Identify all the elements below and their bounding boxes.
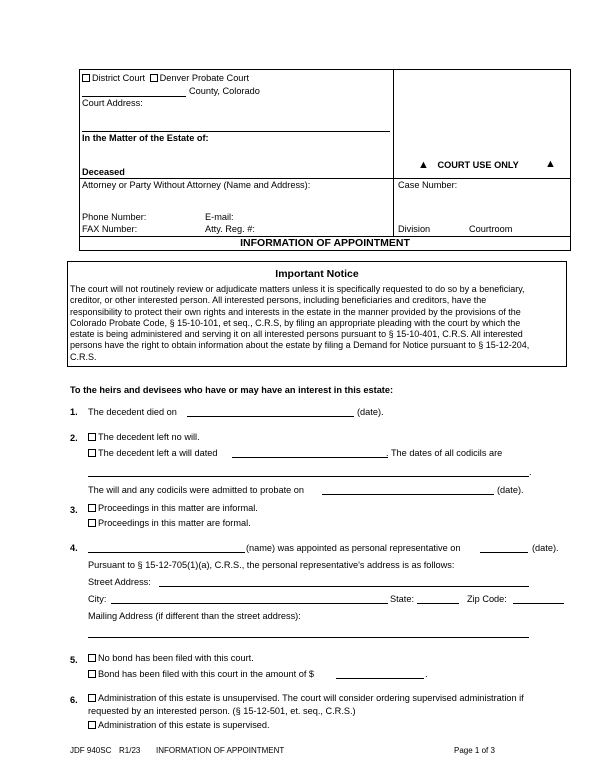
phone-label: Phone Number: (82, 212, 147, 222)
footer-title: INFORMATION OF APPOINTMENT (156, 746, 285, 755)
notice-body (70, 284, 565, 363)
item-5-number: 5. (70, 655, 78, 665)
no-bond-row (88, 653, 254, 663)
state-label: State: (390, 594, 415, 604)
triangle-up-icon: ▲ (418, 159, 429, 171)
courtroom-label: Courtroom (469, 224, 513, 234)
court-address-line[interactable] (82, 131, 390, 132)
codicils-label: . The dates of all codicils are (386, 448, 503, 458)
admitted-label: The will and any codicils were admitted to probate on (88, 485, 305, 495)
court-type-row (82, 73, 249, 83)
pursuant-label: Pursuant to § 15-12-705(1)(a), C.R.S., the personal representative's address is as follows: (88, 560, 455, 570)
will-dated-label: The decedent left a will dated (98, 448, 218, 458)
unsupervised-label-continued: requested by an interested person. (§ 15-12-501, et. seq., C.R.S.) (88, 706, 356, 716)
footer-revision: R1/23 (119, 746, 141, 755)
notice-line: C.R.S. (70, 351, 97, 362)
death-date-field[interactable] (187, 416, 354, 417)
estate-of-label: In the Matter of the Estate of: (82, 133, 209, 143)
notice-line: The court will not routinely review or adjudicate matters unless it is specifically requested to do so by a beneficiary, (70, 284, 525, 294)
informal-checkbox[interactable] (88, 504, 96, 512)
no-bond-checkbox[interactable] (88, 654, 96, 662)
bond-amount-field[interactable] (336, 678, 424, 679)
appointed-date-label: (date). (532, 543, 559, 553)
probate-court-checkbox[interactable] (150, 74, 158, 82)
fax-label: FAX Number: (82, 224, 138, 234)
item-4-number: 4. (70, 543, 78, 553)
no-will-row (88, 432, 200, 442)
heirs-heading: To the heirs and devisees who have or may have an interest in this estate: (70, 385, 394, 395)
item-6-number: 6. (70, 695, 78, 705)
form-title: INFORMATION OF APPOINTMENT (240, 237, 410, 249)
formal-checkbox[interactable] (88, 519, 96, 527)
bond-filed-label: Bond has been filed with this court in the amount of $ (98, 669, 315, 679)
appointed-date-field[interactable] (480, 552, 528, 553)
case-number-label: Case Number: (398, 180, 458, 190)
zip-field[interactable] (513, 603, 564, 604)
pr-name-field[interactable] (88, 552, 245, 553)
probate-court-label: Denver Probate Court (159, 73, 250, 83)
supervised-label: Administration of this estate is supervised. (98, 720, 270, 730)
mailing-address-field[interactable] (88, 637, 529, 638)
footer-page-number: Page 1 of 3 (454, 746, 495, 755)
bond-period: . (425, 669, 428, 679)
notice-title: Important Notice (275, 268, 359, 280)
district-court-checkbox[interactable] (82, 74, 90, 82)
bond-filed-row (88, 669, 314, 679)
zip-label: Zip Code: (467, 594, 507, 604)
unsupervised-row (88, 693, 524, 703)
caption-divider-1 (79, 178, 571, 179)
bond-filed-checkbox[interactable] (88, 670, 96, 678)
notice-line: Colorado Probate Code, § 15-10-101, et seq., C.R.S, by filing an appropriate pleading with the court by which the (70, 317, 521, 328)
city-field[interactable] (111, 603, 388, 604)
item-3-number: 3. (70, 505, 78, 515)
admitted-date-field[interactable] (322, 494, 494, 495)
notice-line: estate is being administered and serving it on all interested persons pursuant to § 15-10-401, C.R.S. All interested (70, 329, 523, 340)
division-label: Division (398, 224, 431, 234)
formal-row (88, 518, 251, 528)
appointed-label: (name) was appointed as personal representative on (246, 543, 461, 553)
supervised-checkbox[interactable] (88, 721, 96, 729)
no-will-label: The decedent left no will. (98, 432, 200, 442)
informal-label: Proceedings in this matter are informal. (98, 503, 258, 513)
item-1-date-label: (date). (357, 407, 384, 417)
no-bond-label: No bond has been filed with this court. (98, 653, 254, 663)
caption-divider-vertical (393, 69, 394, 237)
county-label: County, Colorado (189, 86, 260, 96)
formal-label: Proceedings in this matter are formal. (98, 518, 251, 528)
city-label: City: (88, 594, 107, 604)
district-court-label: District Court (92, 73, 146, 83)
court-use-only-row (418, 159, 558, 171)
will-date-field[interactable] (232, 457, 388, 458)
unsupervised-label: Administration of this estate is unsupervised. The court will consider ordering supervised administration if (98, 693, 524, 703)
street-address-field[interactable] (159, 586, 529, 587)
unsupervised-checkbox[interactable] (88, 694, 96, 702)
court-address-label: Court Address: (82, 98, 143, 108)
notice-line: responsibility to protect their own rights and interests in the estate in the manner provided by the provisions of the (70, 306, 521, 317)
street-address-label: Street Address: (88, 577, 151, 587)
notice-line: creditor, or other interested person. All interested persons, including beneficiaries and creditors, have the (70, 295, 487, 306)
supervised-row (88, 720, 270, 730)
county-blank[interactable] (82, 96, 186, 97)
will-dated-checkbox[interactable] (88, 449, 96, 457)
triangle-up-icon: ▲ (545, 158, 556, 170)
email-label: E-mail: (205, 212, 234, 222)
no-will-checkbox[interactable] (88, 433, 96, 441)
deceased-label: Deceased (82, 167, 125, 177)
informal-row (88, 503, 258, 513)
notice-line: persons have the right to obtain information about the estate by filing a Demand for Notice pursuant to § 15-12-204, (70, 340, 530, 351)
attorney-label: Attorney or Party Without Attorney (Name and Address): (82, 180, 311, 190)
item-2-number: 2. (70, 433, 78, 443)
codicil-dates-field[interactable] (88, 476, 529, 477)
admitted-date-label: (date). (497, 485, 524, 495)
item-1-number: 1. (70, 407, 78, 417)
codicil-period: . (529, 467, 532, 477)
item-1-text: The decedent died on (88, 407, 177, 417)
mailing-address-label: Mailing Address (if different than the street address): (88, 611, 301, 621)
will-dated-row (88, 448, 218, 458)
court-use-only-label: COURT USE ONLY (437, 160, 519, 170)
atty-reg-label: Atty. Reg. #: (205, 224, 255, 234)
footer-form-id: JDF 940SC (70, 746, 112, 755)
state-field[interactable] (417, 603, 459, 604)
